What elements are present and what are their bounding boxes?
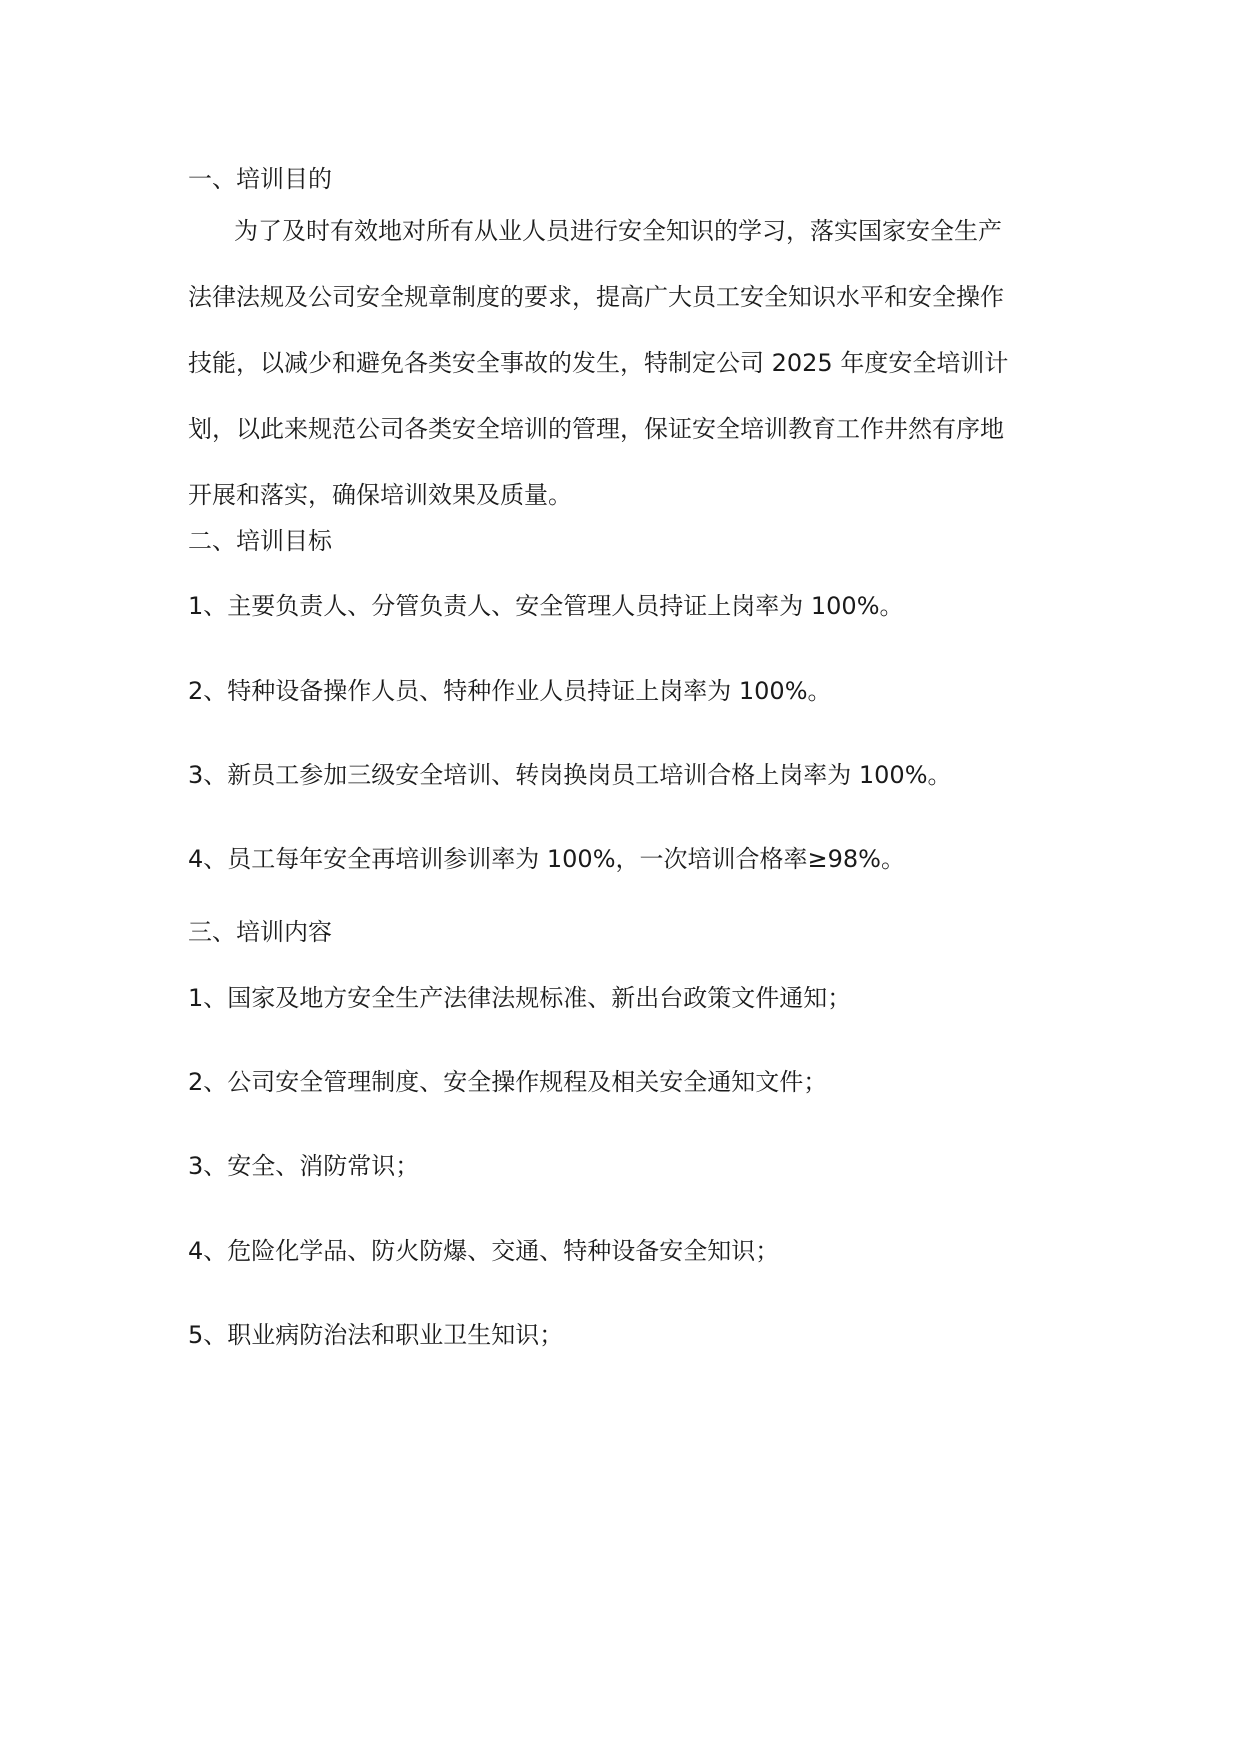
- paragraph-line: 划，以此来规范公司各类安全培训的管理，保证安全培训教育工作井然有序地: [188, 415, 1004, 443]
- section-heading-purpose: 一、培训目的: [188, 165, 332, 193]
- content-item: 3、安全、消防常识；: [188, 1152, 420, 1180]
- paragraph-line: 技能，以减少和避免各类安全事故的发生，特制定公司 2025 年度安全培训计: [188, 349, 1009, 377]
- content-item: 4、危险化学品、防火防爆、交通、特种设备安全知识；: [188, 1237, 780, 1265]
- purpose-paragraph: [188, 198, 1068, 528]
- content-item: 5、职业病防治法和职业卫生知识；: [188, 1321, 564, 1349]
- paragraph-line: 为了及时有效地对所有从业人员进行安全知识的学习，落实国家安全生产: [234, 217, 1002, 245]
- paragraph-line: 法律法规及公司安全规章制度的要求，提高广大员工安全知识水平和安全操作: [188, 283, 1004, 311]
- goal-item: 3、新员工参加三级安全培训、转岗换岗员工培训合格上岗率为 100%。: [188, 761, 952, 789]
- section-heading-content: 三、培训内容: [188, 918, 332, 946]
- paragraph-line: 开展和落实，确保培训效果及质量。: [188, 481, 572, 509]
- goal-item: 4、员工每年安全再培训参训率为 100%，一次培训合格率≥98%。: [188, 845, 905, 873]
- content-item: 2、公司安全管理制度、安全操作规程及相关安全通知文件；: [188, 1068, 828, 1096]
- content-item: 1、国家及地方安全生产法律法规标准、新出台政策文件通知；: [188, 984, 852, 1012]
- section-heading-goals: 二、培训目标: [188, 527, 332, 555]
- goal-item: 2、特种设备操作人员、特种作业人员持证上岗率为 100%。: [188, 677, 832, 705]
- goal-item: 1、主要负责人、分管负责人、安全管理人员持证上岗率为 100%。: [188, 592, 904, 620]
